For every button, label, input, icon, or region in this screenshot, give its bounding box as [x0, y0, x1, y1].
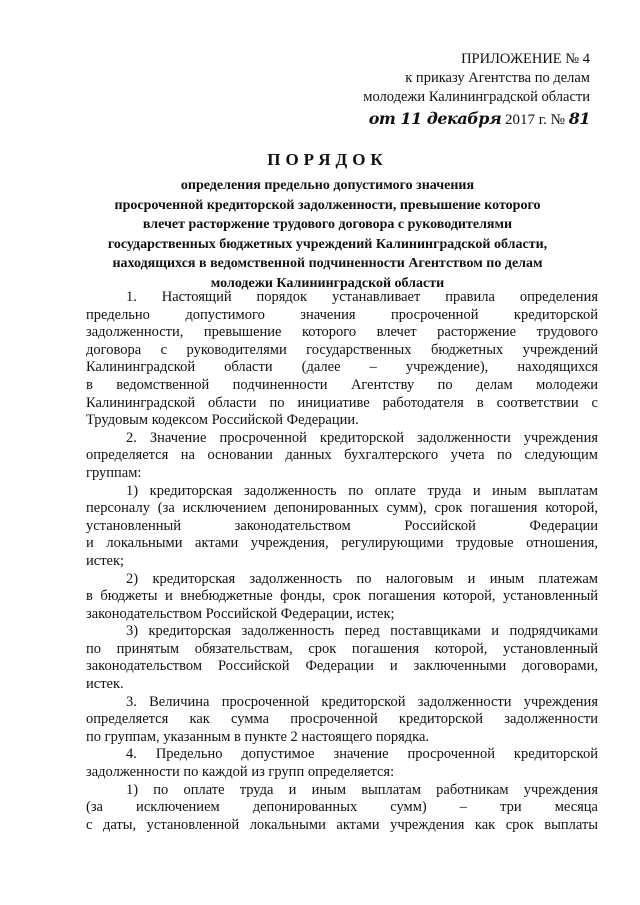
- paragraph-line: законодательством Российской Федерации, истек;: [86, 605, 395, 622]
- paragraph: [86, 483, 598, 571]
- appendix-order-reference: к приказу Агентства по делам: [405, 70, 590, 86]
- paragraph-line: 2. Значение просроченной кредиторской задолженности учреждения: [126, 429, 598, 446]
- appendix-agency-name: молодежи Калининградской области: [363, 89, 590, 105]
- paragraph-line: 2) кредиторская задолженность по налоговым и иным платежам: [126, 570, 598, 587]
- paragraph-line: определяется как сумма просроченной кредиторской задолженности: [86, 711, 598, 728]
- paragraph-line: Калининградской области по инициативе работодателя в соответствии с: [86, 394, 598, 411]
- paragraph-line: определяется на основании данных бухгалтерского учета по следующим: [86, 447, 598, 464]
- paragraph: [86, 623, 598, 693]
- paragraph: [86, 746, 598, 781]
- handwritten-date: от 11 декабря: [368, 109, 502, 128]
- appendix-header: [330, 50, 590, 107]
- paragraph-line: и локальными актами учреждения, регулирующими трудовые отношения,: [86, 535, 598, 552]
- title-heading: ПОРЯДОК: [267, 150, 388, 169]
- title-line: находящихся в ведомственной подчиненности Агентством по делам: [112, 256, 543, 271]
- title-line: молодежи Калининградской области: [210, 275, 445, 291]
- paragraph-line: договора с руководителями государственных бюджетных учреждений: [86, 341, 598, 358]
- title-line: государственных бюджетных учреждений Калининградской области,: [107, 236, 548, 252]
- handwritten-order-number: 81: [568, 109, 590, 128]
- paragraph-line: в ведомственной подчиненности Агентству по делам молодежи: [86, 376, 598, 393]
- paragraph-line: законодательством Российской Федерации и заключенными договорами,: [86, 658, 598, 675]
- document-body: [86, 289, 598, 834]
- paragraph: [86, 289, 598, 430]
- title-subtitle: [80, 176, 575, 293]
- paragraph-line: группам:: [86, 464, 142, 481]
- paragraph-line: персоналу (за исключением депонированных сумм), срок погашения которой,: [86, 500, 598, 517]
- paragraph-line: 3) кредиторская задолженность перед поставщиками и подрядчиками: [126, 623, 598, 640]
- paragraph-line: 1) по оплате труда и иным выплатам работникам учреждения: [126, 781, 598, 798]
- paragraph: [86, 782, 598, 835]
- title-line: влечет расторжение трудового договора с руководителями: [142, 217, 513, 232]
- appendix-title: ПРИЛОЖЕНИЕ № 4: [461, 51, 590, 67]
- paragraph-line: задолженности по каждой из групп определяется:: [86, 764, 395, 781]
- order-date-line: [330, 109, 590, 129]
- paragraph-line: 4. Предельно допустимое значение просроченной кредиторской: [126, 746, 598, 763]
- paragraph: [86, 694, 598, 747]
- paragraph-line: по принятым обязательствам, срок погашения которой, установленный: [86, 640, 598, 657]
- document-title: [80, 150, 575, 293]
- paragraph: [86, 430, 598, 483]
- order-year-text: 2017 г. №: [504, 112, 565, 128]
- paragraph-line: с даты, установленной локальными актами учреждения как срок выплаты: [86, 816, 598, 833]
- paragraph-line: задолженности, превышение которого влечет расторжение трудового: [86, 324, 598, 341]
- paragraph-line: установленный законодательством Российской Федерации: [86, 517, 598, 534]
- paragraph-line: 1) кредиторская задолженность по оплате труда и иным выплатам: [126, 482, 598, 499]
- paragraph-line: Трудовым кодексом Российской Федерации.: [86, 412, 359, 429]
- paragraph: [86, 571, 598, 624]
- paragraph-line: Калининградской области (далее – учреждение), находящихся: [86, 359, 598, 376]
- paragraph-line: 3. Величина просроченной кредиторской задолженности учреждения: [126, 693, 598, 710]
- paragraph-line: (за исключением депонированных сумм) – три месяца: [86, 799, 598, 816]
- paragraph-line: истек.: [86, 676, 124, 693]
- title-line: просроченной кредиторской задолженности, превышение которого: [114, 197, 541, 213]
- paragraph-line: в бюджеты и внебюджетные фонды, срок погашения которой, установленный: [86, 588, 598, 605]
- title-line: определения предельно допустимого значения: [180, 178, 475, 193]
- paragraph-line: по группам, указанным в пункте 2 настоящего порядка.: [86, 728, 430, 745]
- paragraph-line: истек;: [86, 552, 125, 569]
- paragraph-line: предельно допустимого значения просроченной кредиторской: [86, 306, 598, 323]
- paragraph-line: 1. Настоящий порядок устанавливает правила определения: [126, 289, 598, 305]
